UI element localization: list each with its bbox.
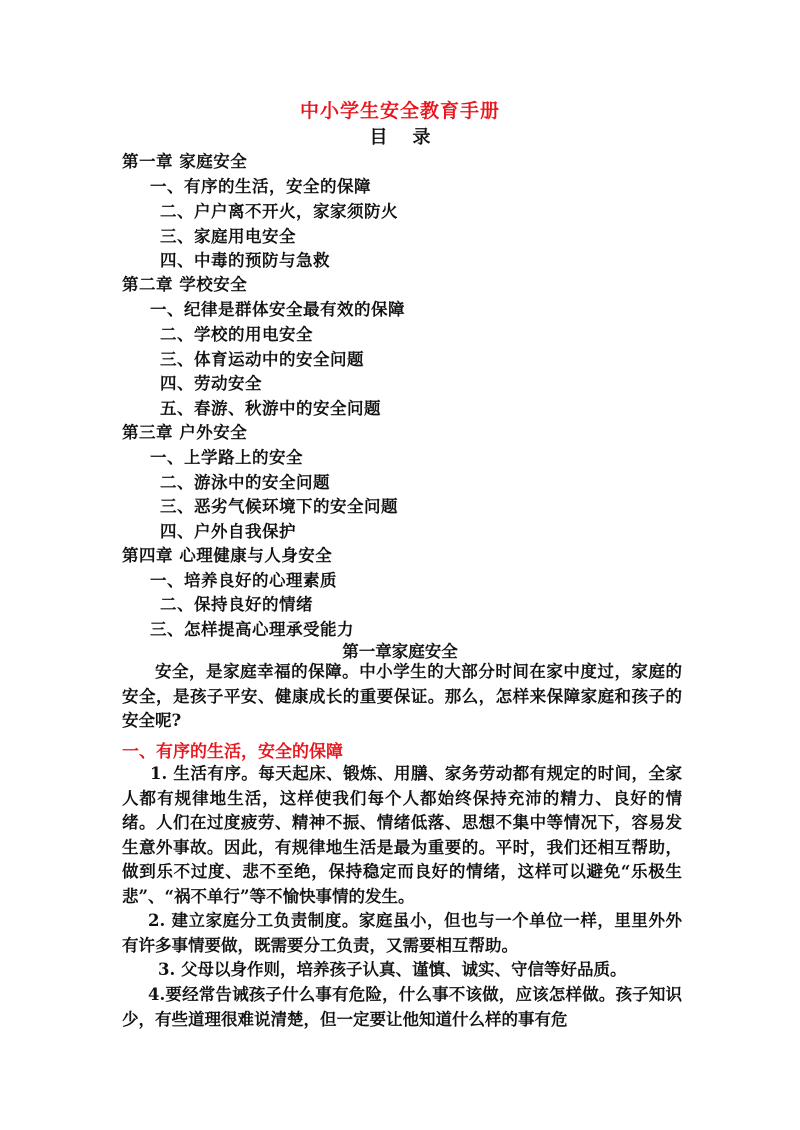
toc-item: 五、春游、秋游中的安全问题 bbox=[160, 399, 381, 418]
toc-item: 二、游泳中的安全问题 bbox=[160, 473, 330, 492]
toc-item: 二、学校的用电安全 bbox=[160, 325, 313, 344]
intro-paragraph: 安全，是家庭幸福的保障。中小学生的大部分时间在家中度过，家庭的安全，是孩子平安、健康成长的重要保证。那么，怎样来保障家庭和孩子的安全呢? bbox=[122, 662, 682, 730]
toc-chapter-3: 第三章 户外安全 bbox=[122, 423, 248, 442]
toc-item: 二、户户离不开火，家家须防火 bbox=[160, 202, 398, 221]
toc-chapter-1: 第一章 家庭安全 bbox=[122, 152, 248, 171]
toc-item: 三、家庭用电安全 bbox=[160, 227, 296, 246]
body-paragraph: 2. 建立家庭分工负责制度。家庭虽小，但也与一个单位一样，里里外外有许多事情要做，既需要分工负责，又需要相互帮助。 bbox=[122, 911, 682, 955]
toc-item: 三、怎样提高心理承受能力 bbox=[150, 620, 354, 639]
document-title: 中小学生安全教育手册 bbox=[299, 100, 500, 122]
toc-heading: 目 录 bbox=[369, 127, 431, 148]
toc-item: 一、纪律是群体安全最有效的保障 bbox=[150, 300, 405, 319]
chapter-title: 第一章家庭安全 bbox=[342, 642, 458, 661]
toc-item: 三、恶劣气候环境下的安全问题 bbox=[160, 497, 398, 516]
toc-item: 四、户外自我保护 bbox=[160, 522, 296, 541]
body-paragraph: 1. 生活有序。每天起床、锻炼、用膳、家务劳动都有规定的时间，全家人都有规律地生活，这样使我们每个人都始终保持充沛的精力、良好的情绪。人们在过度疲劳、精神不振、情绪低落、思想不集中等情况下，容易发生意外事故。因此，有规律地生活是最为重要的。平时，我们还相互帮助，做到乐不过度、悲不至绝，保持稳定而良好的情绪，这样可以避免“乐极生悲”、“祸不单行”等不愉快事情的发生。 bbox=[122, 764, 682, 906]
toc-item: 二、保持良好的情绪 bbox=[160, 595, 313, 614]
toc-item: 一、培养良好的心理素质 bbox=[150, 571, 337, 590]
body-paragraph: 3. 父母以身作则，培养孩子认真、谨慎、诚实、守信等好品质。 bbox=[158, 960, 627, 979]
toc-item: 四、中毒的预防与急救 bbox=[160, 251, 330, 270]
toc-item: 一、上学路上的安全 bbox=[150, 448, 303, 467]
toc-chapter-4: 第四章 心理健康与人身安全 bbox=[122, 546, 333, 565]
toc-item: 三、体育运动中的安全问题 bbox=[160, 350, 364, 369]
toc-chapter-2: 第二章 学校安全 bbox=[122, 275, 248, 294]
toc-item: 四、劳动安全 bbox=[160, 374, 262, 393]
section-heading: 一、有序的生活，安全的保障 bbox=[122, 742, 343, 762]
toc-item: 一、有序的生活，安全的保障 bbox=[150, 177, 371, 196]
body-paragraph: 4.要经常告诫孩子什么事有危险，什么事不该做，应该怎样做。孩子知识少，有些道理很难说清楚，但一定要让他知道什么样的事有危 bbox=[122, 985, 682, 1029]
